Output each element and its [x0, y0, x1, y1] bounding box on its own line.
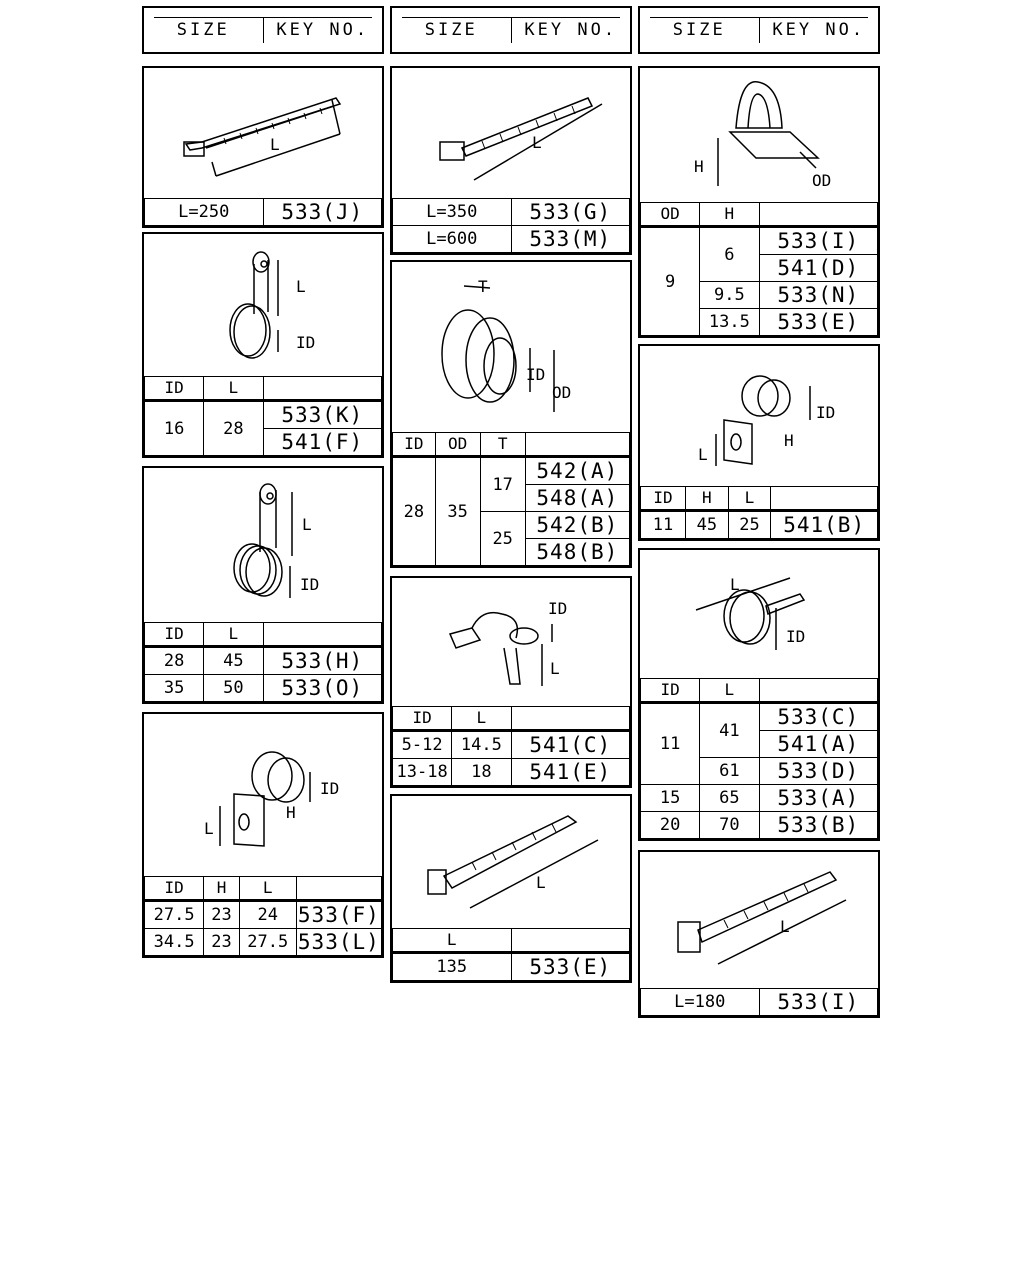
dimension-label: L	[270, 135, 280, 154]
size-cell: L	[239, 877, 296, 901]
size-cell: 35	[435, 457, 480, 566]
dimension-label: ID	[300, 575, 320, 594]
key-no-cell: 533(M)	[511, 226, 630, 253]
size-header: SIZE	[176, 20, 230, 40]
dimension-label: ID	[786, 627, 806, 646]
size-cell: OD	[641, 203, 700, 227]
cable-tie-250-panel	[142, 66, 384, 228]
size-cell: ID	[393, 433, 436, 457]
clamp-27-panel	[142, 712, 384, 958]
dimension-label: ID	[816, 403, 836, 422]
size-cell: 34.5	[145, 929, 204, 956]
holder-drawing	[640, 68, 878, 202]
clamp-16-panel	[142, 232, 384, 458]
key-no-cell: 533(H)	[263, 647, 382, 675]
size-cell	[525, 433, 629, 457]
size-cell: 35	[145, 675, 204, 702]
key-no-cell: 548(A)	[525, 485, 629, 512]
size-cell: L	[204, 623, 263, 647]
dimension-label: ID	[548, 599, 568, 618]
size-cell: L=600	[393, 226, 512, 253]
size-cell: 16	[145, 401, 204, 456]
size-cell: 25	[480, 512, 525, 566]
key-no-cell: 533(A)	[759, 785, 878, 812]
size-cell: 28	[204, 401, 263, 456]
clamp-drawing	[144, 234, 382, 376]
dimension-label: ID	[296, 333, 316, 352]
key-no-cell: 541(E)	[511, 759, 630, 786]
dimension-label: L	[296, 277, 306, 296]
dimension-label: L	[780, 917, 790, 936]
size-cell: 27.5	[239, 929, 296, 956]
size-cell	[759, 203, 878, 227]
key-no-cell: 533(G)	[511, 199, 630, 226]
dimension-label: T	[478, 277, 488, 296]
size-cell: 25	[728, 511, 771, 539]
size-cell: 14.5	[452, 731, 511, 759]
dimension-label: ID	[320, 779, 340, 798]
dimension-label: OD	[812, 171, 832, 190]
size-cell: T	[480, 433, 525, 457]
key-no-cell: 533(O)	[263, 675, 382, 702]
size-cell: 50	[204, 675, 263, 702]
key-no-cell: 541(A)	[759, 731, 878, 758]
size-cell: L	[204, 377, 263, 401]
size-cell: 5-12	[393, 731, 452, 759]
size-cell: 11	[641, 511, 686, 539]
cable-tie-180-panel	[638, 850, 880, 1018]
size-cell: 61	[700, 758, 759, 785]
cable-tie-drawing	[392, 796, 630, 928]
size-cell: 41	[700, 703, 759, 758]
size-cell: 65	[700, 785, 759, 812]
size-cell: ID	[145, 877, 204, 901]
cable-tie-350-panel	[390, 66, 632, 255]
size-cell: 13-18	[393, 759, 452, 786]
ring-clamp-panel	[638, 548, 880, 841]
size-cell: H	[700, 203, 759, 227]
key-no-cell: 541(D)	[759, 255, 878, 282]
size-cell: 15	[641, 785, 700, 812]
holder-panel	[638, 66, 880, 338]
key-no-cell: 541(C)	[511, 731, 630, 759]
size-cell: L=350	[393, 199, 512, 226]
key-no-cell: 548(B)	[525, 539, 629, 566]
size-cell: L	[393, 929, 512, 953]
grommet-drawing	[392, 262, 630, 432]
clip-drawing	[392, 578, 630, 706]
size-cell: 13.5	[700, 309, 759, 336]
size-cell: L=250	[145, 199, 264, 226]
key-no-cell: 533(I)	[759, 227, 878, 255]
size-cell: 45	[204, 647, 263, 675]
key-no-cell: 533(E)	[511, 953, 630, 981]
size-cell: 45	[686, 511, 729, 539]
key-no-cell: 542(B)	[525, 512, 629, 539]
size-cell: ID	[641, 679, 700, 703]
key-no-header: KEY NO.	[276, 20, 370, 40]
size-cell: ID	[145, 623, 204, 647]
size-cell: 28	[145, 647, 204, 675]
dimension-label: ID	[526, 365, 546, 384]
size-cell	[759, 679, 878, 703]
header-row: SIZE KEY NO.	[638, 6, 880, 54]
size-cell: L=180	[641, 989, 760, 1016]
clamp-bracket-drawing	[144, 714, 382, 876]
size-cell: 11	[641, 703, 700, 785]
clamp-11-panel	[638, 344, 880, 541]
size-cell: 23	[204, 929, 240, 956]
size-cell: 20	[641, 812, 700, 839]
size-cell: ID	[641, 487, 686, 511]
size-cell: 9.5	[700, 282, 759, 309]
size-cell: H	[204, 877, 240, 901]
dimension-label: OD	[552, 383, 572, 402]
size-cell: H	[686, 487, 729, 511]
size-cell: L	[700, 679, 759, 703]
size-cell	[263, 623, 382, 647]
dimension-label: L	[532, 133, 542, 152]
dimension-label: L	[536, 873, 546, 892]
size-cell: 135	[393, 953, 512, 981]
key-cell: 533(J)	[263, 199, 382, 226]
size-cell: ID	[145, 377, 204, 401]
key-no-cell: 533(N)	[759, 282, 878, 309]
dimension-label: L	[698, 445, 708, 464]
dimension-label: H	[784, 431, 794, 450]
key-no-cell: 533(I)	[759, 989, 878, 1016]
size-cell: 23	[204, 901, 240, 929]
size-cell: 17	[480, 457, 525, 512]
dimension-label: H	[694, 157, 704, 176]
header-row: SIZE KEY NO.	[390, 6, 632, 54]
size-cell: OD	[435, 433, 480, 457]
clamp-coil-drawing	[144, 468, 382, 622]
size-cell: 6	[700, 227, 759, 282]
key-no-cell: 542(A)	[525, 457, 629, 485]
cable-tie-drawing	[640, 852, 878, 988]
size-cell	[511, 707, 630, 731]
dimension-label: H	[286, 803, 296, 822]
header-row	[142, 6, 384, 54]
key-no-cell: 533(L)	[297, 930, 380, 954]
size-cell: 9	[641, 227, 700, 336]
cable-tie-drawing	[392, 68, 630, 198]
size-cell: 27.5	[145, 901, 204, 929]
size-cell: 24	[239, 901, 296, 929]
clamp-28-panel	[142, 466, 384, 704]
size-cell	[296, 877, 381, 901]
dimension-label: L	[550, 659, 560, 678]
size-cell: 70	[700, 812, 759, 839]
size-cell: ID	[393, 707, 452, 731]
dimension-label: L	[730, 575, 740, 594]
size-cell	[771, 487, 878, 511]
clamp-bracket-drawing	[640, 346, 878, 486]
clip-panel	[390, 576, 632, 788]
key-no-cell: 533(K)	[263, 401, 382, 429]
key-no-cell: 533(C)	[759, 703, 878, 731]
key-no-cell: 533(F)	[296, 901, 381, 929]
grommet-panel	[390, 260, 632, 568]
cable-tie-drawing	[144, 68, 382, 198]
key-no-cell: 541(F)	[263, 429, 382, 456]
size-cell: 28	[393, 457, 436, 566]
key-no-cell: 533(E)	[759, 309, 878, 336]
size-cell: L	[728, 487, 771, 511]
size-cell: 18	[452, 759, 511, 786]
ring-clamp-drawing	[640, 550, 878, 678]
dimension-label: L	[302, 515, 312, 534]
key-no-cell: 541(B)	[771, 511, 878, 539]
size-cell	[511, 929, 630, 953]
size-cell: L	[452, 707, 511, 731]
dimension-label: L	[204, 819, 214, 838]
key-no-cell: 533(D)	[759, 758, 878, 785]
key-no-cell: 533(B)	[759, 812, 878, 839]
cable-tie-135-panel	[390, 794, 632, 983]
size-cell	[263, 377, 382, 401]
